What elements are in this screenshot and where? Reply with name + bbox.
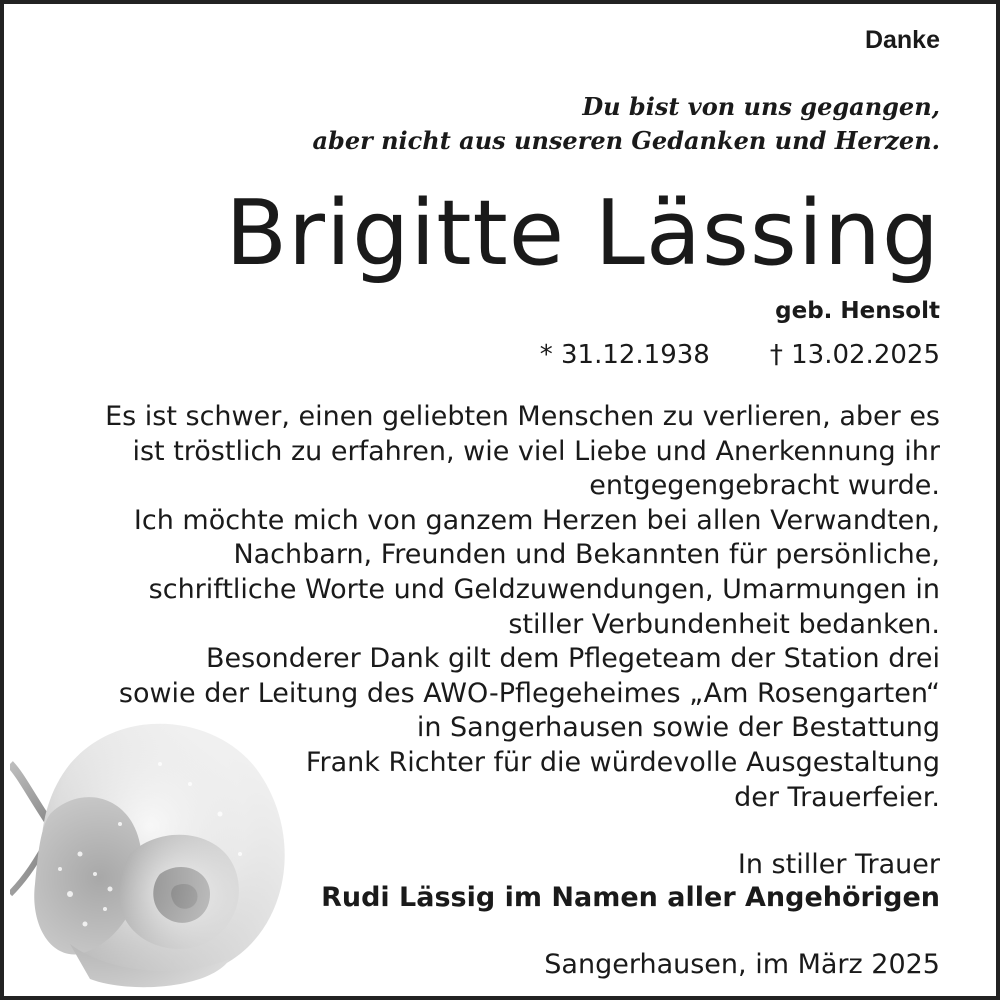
text-line: der Trauerfeier. — [734, 781, 940, 813]
death-date: † 13.02.2025 — [769, 340, 940, 370]
text-line: Besonderer Dank gilt dem Pflegeteam der Station drei — [205, 643, 940, 675]
motto — [312, 90, 940, 158]
text-line: Ich möchte mich von ganzem Herzen bei allen Verwandten, — [133, 504, 940, 536]
text-line: schriftliche Worte und Geldzuwendungen, Umarmungen in — [148, 573, 940, 605]
motto-line: aber nicht aus unseren Gedanken und Herzen. — [312, 126, 940, 155]
mourning-phrase: In stiller Trauer — [737, 849, 940, 880]
birth-date: * 31.12.1938 — [539, 340, 710, 370]
text-line: sowie der Leitung des AWO-Pflegeheimes „Am Rosengarten“ — [118, 677, 940, 709]
notice-title: Danke — [864, 26, 940, 54]
text-line: entgegengebracht wurde. — [589, 470, 940, 502]
thank-you-text — [60, 400, 940, 815]
signers: Rudi Lässig im Namen aller Angehörigen — [321, 882, 940, 913]
text-line: ist tröstlich zu erfahren, wie viel Liebe und Anerkennung ihr — [132, 435, 940, 467]
text-line: Nachbarn, Freunden und Bekannten für persönliche, — [233, 539, 940, 571]
place-date: Sangerhausen, im März 2025 — [544, 949, 940, 980]
text-line: stiller Verbundenheit bedanken. — [508, 608, 940, 640]
text-line: Frank Richter für die würdevolle Ausgestaltung — [305, 746, 940, 778]
maiden-name: geb. Hensolt — [775, 298, 940, 324]
text-line: in Sangerhausen sowie der Bestattung — [416, 712, 940, 744]
deceased-name: Brigitte Lässing — [225, 181, 940, 286]
text-line: Es ist schwer, einen geliebten Menschen zu verlieren, aber es — [105, 401, 940, 432]
life-dates — [540, 340, 940, 370]
motto-line: Du bist von uns gegangen, — [582, 92, 940, 121]
